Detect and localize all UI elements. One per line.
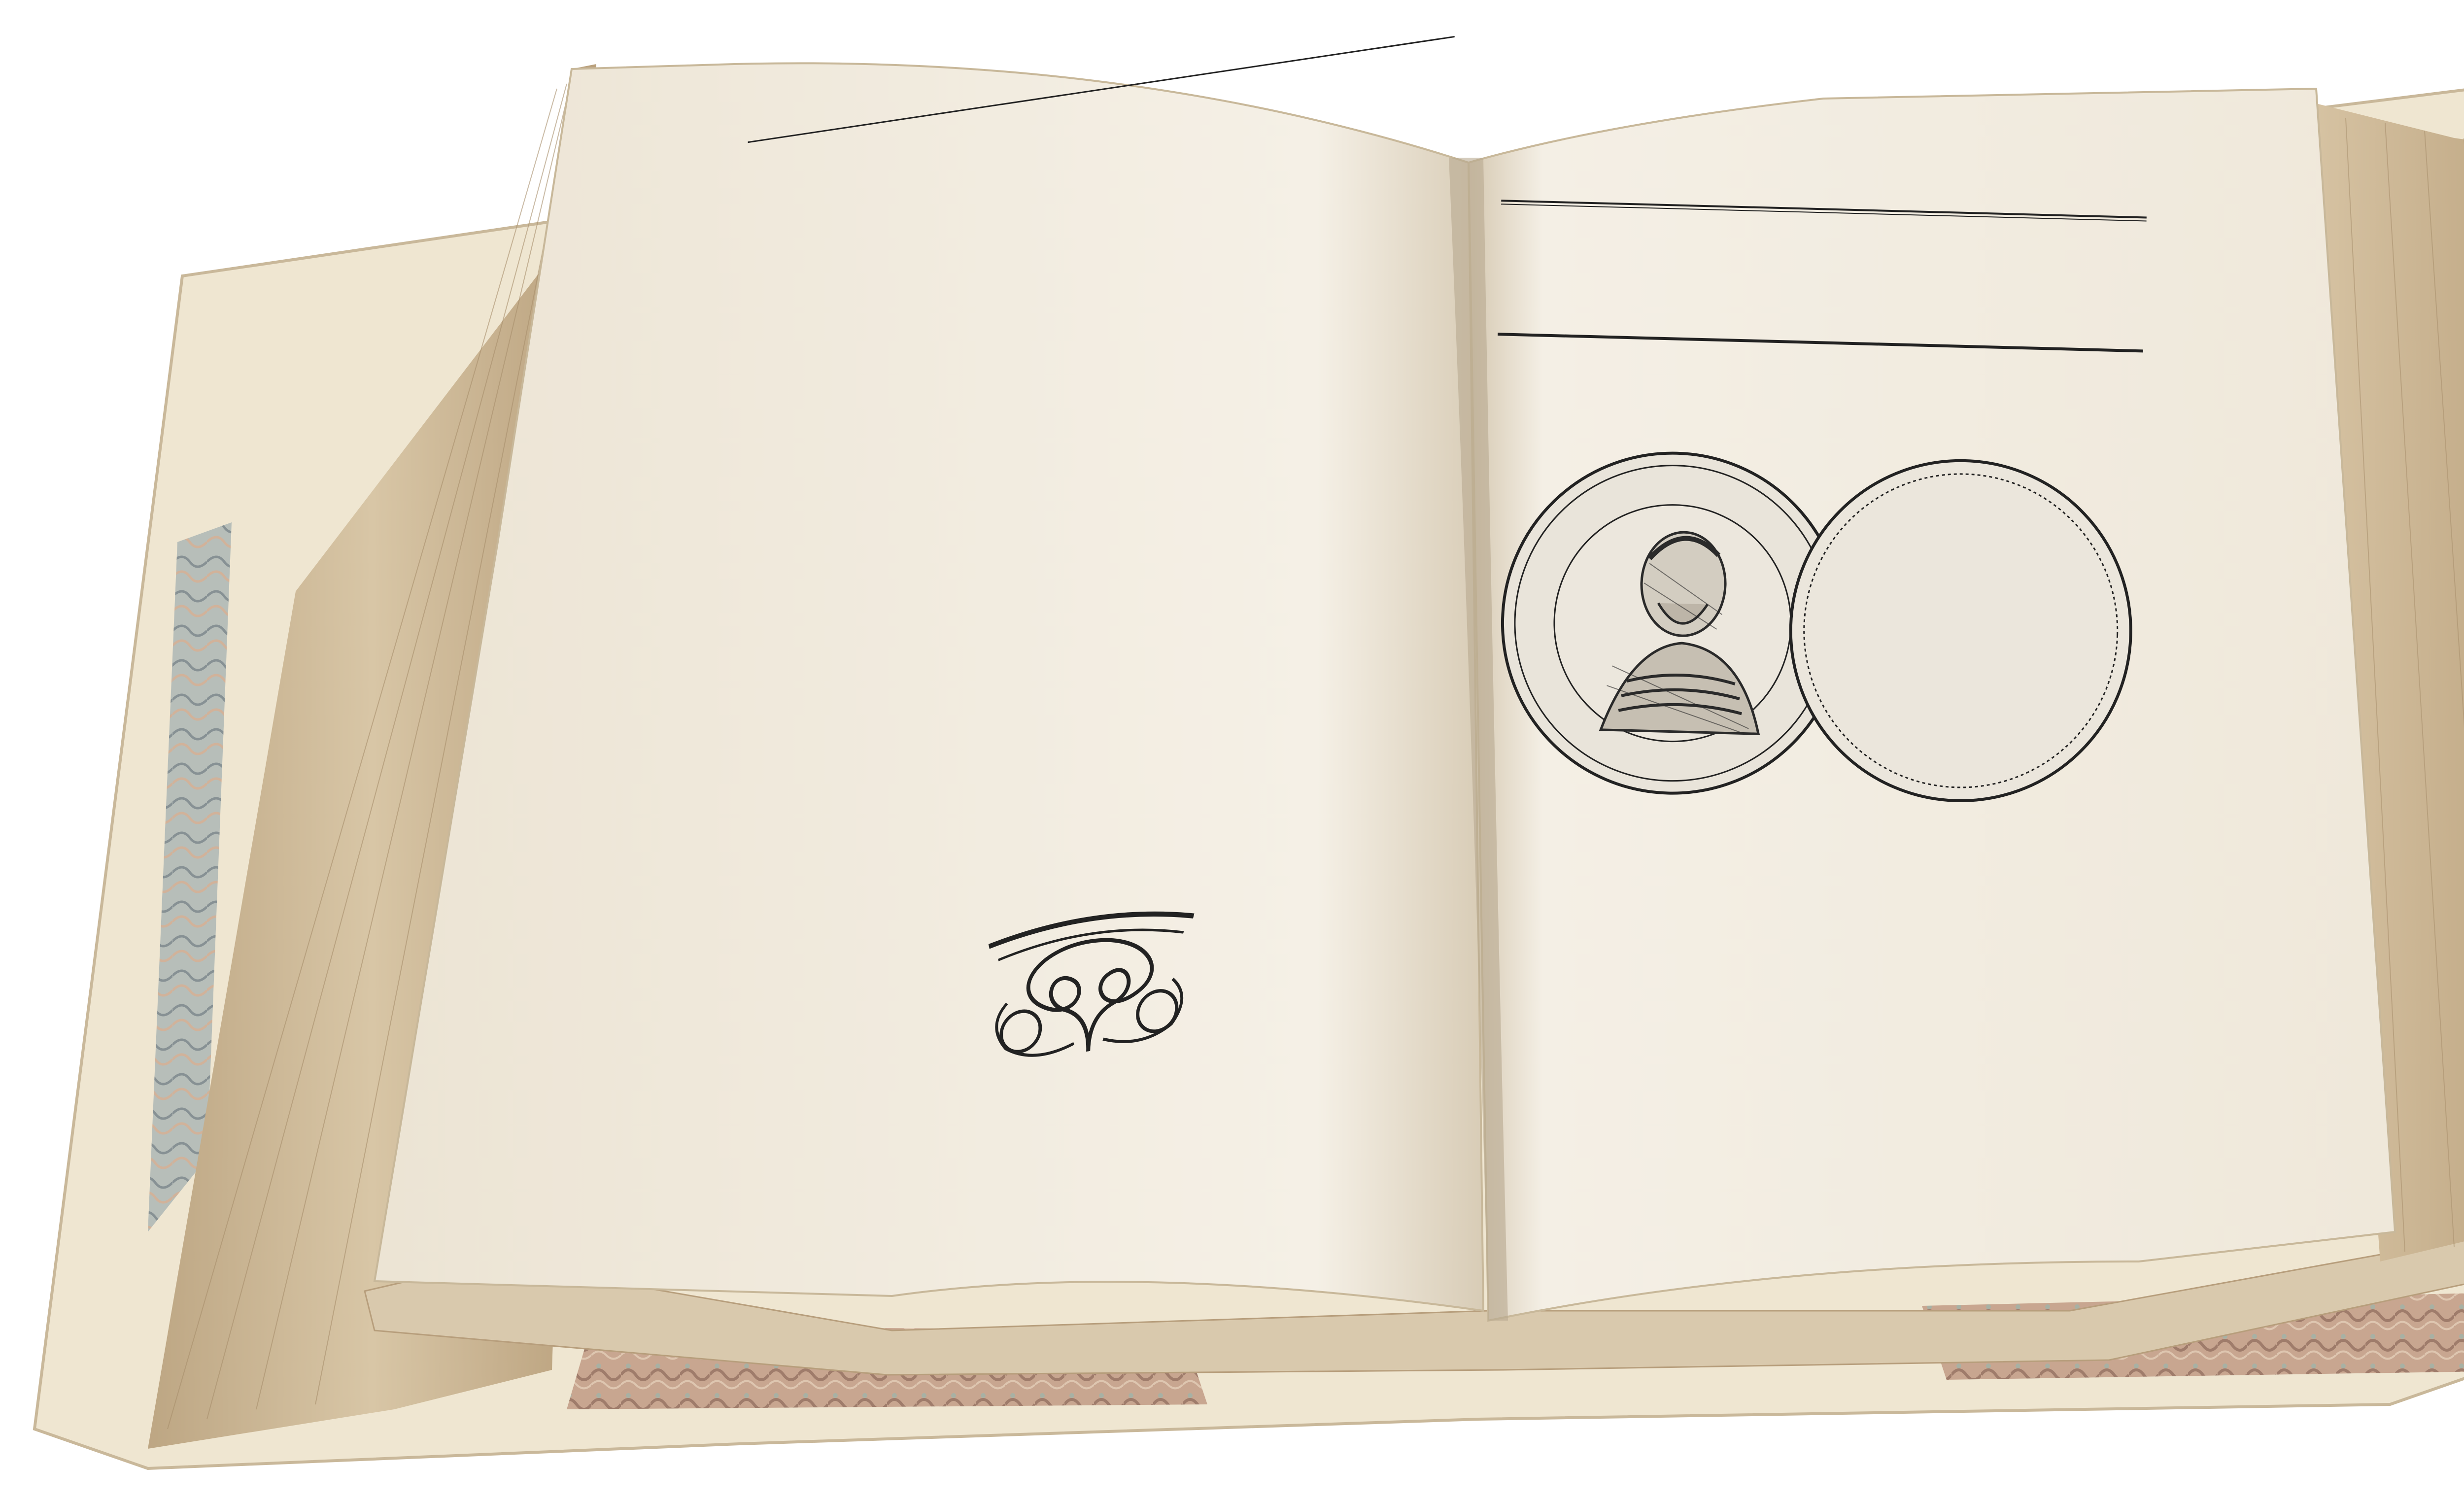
title-rule bbox=[1498, 333, 2143, 352]
coin-reverse bbox=[1786, 456, 2135, 805]
left-body-text bbox=[744, 208, 1426, 310]
section-heading bbox=[1478, 879, 2129, 896]
coin-engraving bbox=[1480, 431, 2145, 823]
description-text bbox=[1487, 929, 2123, 946]
periodical-title bbox=[1495, 239, 2146, 256]
article-headline bbox=[1502, 347, 2143, 364]
left-page bbox=[706, 0, 1461, 999]
left-tail-text bbox=[962, 805, 1401, 871]
right-header-rule bbox=[1501, 200, 2147, 218]
right-header-rule-thin bbox=[1501, 204, 2147, 221]
right-page bbox=[1472, 131, 2153, 1162]
